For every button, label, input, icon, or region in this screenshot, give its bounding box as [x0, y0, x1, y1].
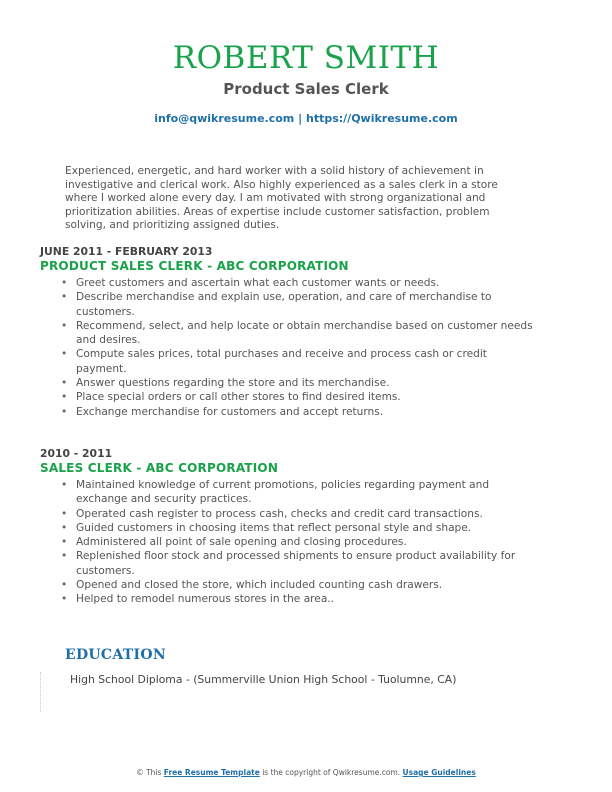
bullet-item: • Greet customers and ascertain what each customer wants or needs.: [61, 277, 440, 289]
bullet-item: • Helped to remodel numerous stores in the area..: [61, 593, 335, 606]
bullet-item: • Administered all point of sale opening and closing procedures.: [61, 536, 407, 549]
bullet-dot-icon: •: [61, 348, 68, 361]
bullet-dot-icon: •: [61, 536, 68, 549]
bullet-item: • Exchange merchandise for customers and accept returns.: [61, 405, 384, 418]
bullet-dot-icon: •: [61, 391, 68, 404]
footer-prefix: © This: [136, 768, 162, 777]
bullet-dot-icon: •: [61, 479, 68, 491]
bullet-item: • Compute sales prices, total purchases and receive and process cash or credit payment.: [61, 348, 487, 375]
footer-middle: is the copyright of Qwikresume.com.: [262, 768, 401, 777]
bullet-item: • Replenished floor stock and processed shipments to ensure product availability for customers.: [61, 550, 516, 577]
experience-bullets: [40, 276, 540, 419]
bullet-dot-icon: •: [61, 291, 68, 304]
bullet-dot-icon: •: [61, 405, 68, 418]
bullet-dot-icon: •: [61, 593, 68, 606]
experience-role: SALES CLERK - ABC CORPORATION: [40, 461, 279, 475]
education-heading: EDUCATION: [65, 647, 166, 663]
bullet-dot-icon: •: [61, 550, 68, 563]
bullet-item: • Opened and closed the store, which included counting cash drawers.: [61, 579, 443, 592]
bullet-item: • Answer questions regarding the store and its merchandise.: [61, 377, 390, 390]
copyright-footer: [0, 768, 612, 778]
bullet-dot-icon: •: [61, 319, 68, 332]
bullet-item: • Place special orders or call other stores to find desired items.: [61, 391, 401, 404]
contact-separator: |: [298, 112, 303, 125]
summary-paragraph: Experienced, energetic, and hard worker with a solid history of achievement in investigative and clerical work. Also highly experienced as a sales clerk in a store where I worked alone every day. I am motivated with strong organizational and prioritization abilities. Areas of expertise include customer satisfaction, problem solving, and prioritizing assigned duties.: [65, 165, 498, 232]
bullet-dot-icon: •: [61, 377, 68, 390]
bullet-item: • Operated cash register to process cash, checks and credit card transactions.: [61, 507, 483, 520]
bullet-dot-icon: •: [61, 277, 68, 289]
free-resume-template-link[interactable]: Free Resume Template: [163, 768, 260, 777]
website-link[interactable]: https://Qwikresume.com: [305, 112, 458, 125]
candidate-name: ROBERT SMITH: [172, 40, 440, 76]
experience-entry-2: [40, 447, 540, 607]
usage-guidelines-link[interactable]: Usage Guidelines: [402, 768, 476, 777]
bullet-item: • Recommend, select, and help locate or obtain merchandise based on customer needs and desires.: [61, 319, 533, 347]
bullet-dot-icon: •: [61, 507, 68, 520]
education-entry: High School Diploma - (Summerville Union High School - Tuolumne, CA): [70, 673, 457, 686]
experience-role: PRODUCT SALES CLERK - ABC CORPORATION: [40, 259, 349, 273]
email-link[interactable]: info@qwikresume.com: [154, 112, 295, 125]
experience-entry-1: [40, 245, 540, 419]
bullet-item: • Maintained knowledge of current promotions, policies regarding payment and exchange and security practices.: [61, 479, 490, 506]
bullet-item: • Guided customers in choosing items that reflect personal style and shape.: [61, 521, 472, 534]
experience-bullets: [40, 478, 540, 607]
education-divider: [40, 672, 41, 712]
experience-dates: 2010 - 2011: [40, 447, 113, 460]
bullet-dot-icon: •: [61, 579, 68, 592]
experience-dates: JUNE 2011 - FEBRUARY 2013: [40, 245, 213, 258]
bullet-item: • Describe merchandise and explain use, operation, and care of merchandise to customers.: [61, 291, 492, 318]
candidate-title: Product Sales Clerk: [223, 80, 389, 98]
contact-line: [0, 112, 612, 126]
bullet-dot-icon: •: [61, 521, 68, 534]
